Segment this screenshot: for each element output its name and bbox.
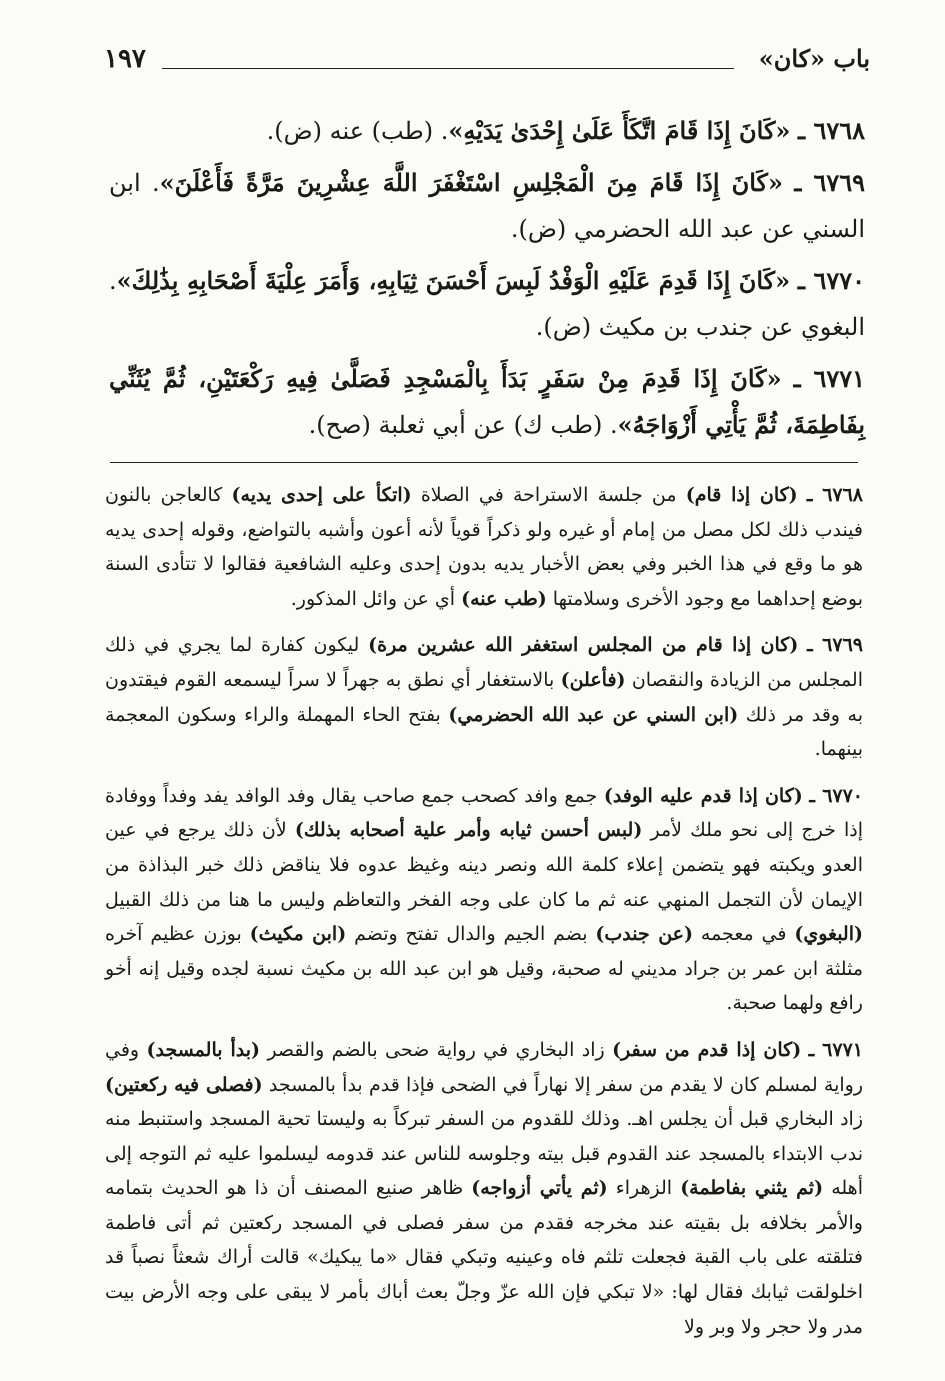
hadith-source: . (طب ك) عن أبي ثعلبة (صح). — [308, 411, 618, 439]
commentary-text: أي عن وائل المذكور. — [290, 587, 462, 610]
commentary-text: في معجمه — [693, 923, 795, 946]
hadith-source: . ابن السني عن عبد الله الحضرمي (ض). — [109, 169, 865, 243]
commentary-quote: (ابن مكيث) — [249, 923, 347, 946]
hadith-text: «كَانَ إِذَا قَدِمَ عَلَيْهِ الْوَفْدُ لَبِسَ أَحْسَنَ ثِيَابِهِ، وَأَمَرَ عِلْيَةَ أَصْحَابِهِ بِذَٰلِكَ» — [116, 266, 791, 295]
hadith-section — [109, 108, 865, 454]
hadith-number: ٦٧٦٨ ـ — [798, 116, 865, 145]
commentary-text: من جلسة الاستراحة في الصلاة — [411, 484, 686, 506]
commentary-entry — [105, 779, 863, 1021]
commentary-text: بضم الجيم والدال تفتح وتضم — [346, 923, 596, 946]
commentary-number: ٦٧٧٠ ـ — [809, 784, 864, 807]
hadith-entry — [109, 108, 865, 154]
commentary-text: زاد البخاري في رواية ضحى بالضم والقصر — [260, 1038, 613, 1061]
commentary-text: ظاهر صنيع المصنف أن ذا هو الحديث بتمامه والأمر بخلافه بل بقيته عند مخرجه فقدم من سفر فصلى في المسجد ركعتين ثم أتى فاطمة فتلقته على باب القبة فجعلت تلثم فاه وعينيه وتبكي فقال «ما يبكيك» قالت أراك شعثاً نصباً قد اخلولقت ثيابك فقال لها: «لا تبكي فإن الله عزّ وجلّ بعث أباك بأمر لا يبقى على وجه الأرض بيت مدر ولا حجر ولا وبر ولا — [105, 1177, 863, 1338]
commentary-quote: (عن جندب) — [595, 923, 693, 946]
commentary-entry — [105, 628, 863, 766]
hadith-entry — [109, 160, 865, 252]
hadith-source: . البغوي عن جندب بن مكيث (ض). — [109, 267, 865, 341]
hadith-number: ٦٧٦٩ ـ — [794, 168, 866, 197]
hadith-text: «كَانَ إِذَا قَامَ اتَّكَأَ عَلَىٰ إِحْدَىٰ يَدَيْهِ» — [448, 116, 791, 145]
hadith-text: «كَانَ إِذَا قَامَ مِنَ الْمَجْلِسِ اسْتَغْفَرَ اللَّهَ عِشْرِينَ مَرَّةً فَأَعْلَنَ» — [159, 168, 783, 197]
commentary-text: لأن ذلك يرجع في عين العدو ويكبته فهو يتضمن إعلاء كلمة الله ونصر دينه وغيظ عدوه فلا يناقض ذلك خبر البذاذة من الإيمان لأن التجمل المنهي عنه ثم ما كان على وجه الفخر والتعاظم وليس ما هنا من ذلك القبيل — [105, 819, 863, 911]
commentary-quote: (لبس أحسن ثيابه وأمر علية أصحابه بذلك) — [294, 819, 643, 842]
commentary-text: زاد البخاري قبل أن يجلس اهـ. وذلك للقدوم من السفر تبركاً به وليستا تحية المسجد واستنبط منه ندب الابتداء بالمسجد عند القدوم قبل بيته وجلوسه للناس عند قدومه ليسلموا عليه ثم التوجه إلى أهله — [105, 1108, 863, 1200]
page-number: ١٩٧ — [104, 44, 146, 74]
commentary-quote: (فأعلن) — [560, 668, 626, 691]
commentary-entry — [105, 478, 863, 616]
commentary-quote: (طب عنه) — [461, 587, 547, 610]
commentary-number: ٦٧٦٩ ـ — [807, 634, 863, 657]
commentary-text: جمع وافد كصحب جمع صاحب يقال وفد الوافد يفد وفداً ووفادة إذا خرج إلى نحو ملك لأمر — [105, 784, 863, 842]
commentary-text: بوزن عظيم آخره مثلثة ابن عمر بن جراد مديني له صحبة، وقيل هو ابن عبد الله بن مكيث نسبة لجده وقيل إنه أخو رافع ولهما صحبة. — [105, 923, 863, 1015]
hadith-text: «كَانَ إِذَا قَدِمَ مِنْ سَفَرٍ بَدَأَ بِالْمَسْجِدِ فَصَلَّىٰ فِيهِ رَكْعَتَيْنِ، ثُمَّ يُثَنِّي بِفَاطِمَةَ، ثُمَّ يَأْتِي أَزْوَاجَهُ» — [109, 364, 865, 439]
commentary-section — [105, 478, 863, 1356]
chapter-title: باب «كان» — [758, 44, 870, 73]
commentary-text: بالاستغفار أي نطق به جهراً لا سراً ليسمعه القوم فيقتدون به وقد مر ذلك — [105, 668, 863, 726]
commentary-quote: (كان إذا قدم من سفر) — [612, 1038, 802, 1061]
commentary-text: بفتح الحاء المهملة والراء وسكون المعجمة بينهما. — [105, 703, 863, 761]
commentary-text: الزهراء — [607, 1177, 681, 1200]
commentary-quote: (اتكأ على إحدى يديه) — [231, 484, 412, 506]
commentary-number: ٦٧٧١ ـ — [808, 1038, 863, 1061]
section-divider — [110, 462, 858, 463]
hadith-entry — [109, 258, 865, 350]
commentary-quote: (كان إذا قدم عليه الوفد) — [603, 784, 803, 807]
commentary-text: ليكون كفارة لما يجري في ذلك المجلس من الزيادة والنقصان — [105, 634, 863, 691]
commentary-entry — [105, 1033, 863, 1344]
commentary-quote: (ثم يثني بفاطمة) — [680, 1177, 824, 1200]
commentary-quote: (كان إذا قام من المجلس استغفر الله عشرين مرة) — [368, 634, 799, 657]
commentary-number: ٦٧٦٨ ـ — [806, 484, 864, 506]
commentary-quote: (فصلى فيه ركعتين) — [105, 1073, 263, 1096]
commentary-quote: (بدأ بالمسجد) — [146, 1038, 261, 1061]
header-rule — [162, 68, 734, 69]
hadith-source: . (طب) عنه (ض). — [266, 117, 449, 145]
hadith-number: ٦٧٧٠ ـ — [797, 266, 866, 295]
commentary-quote: (ابن السني عن عبد الله الحضرمي) — [448, 703, 739, 726]
commentary-text: وفي رواية لمسلم كان لا يقدم من سفر إلا نهاراً في الضحى فإذا قدم بدأ بالمسجد — [105, 1038, 864, 1096]
hadith-number: ٦٧٧١ ـ — [793, 364, 865, 393]
commentary-quote: (كان إذا قام) — [685, 484, 798, 506]
hadith-entry — [109, 356, 865, 448]
page-header — [104, 44, 870, 84]
commentary-quote: (البغوي) — [794, 923, 863, 946]
commentary-text: كالعاجن بالنون فيندب ذلك لكل مصل من إمام أو غيره ولو ذكراً قوياً لأنه أعون وأشبه بالتواضع، وقوله إحدى يديه هو ما وقع في هذا الخبر وفي بعض الأخبار يديه بدون إحدى وعليه الشافعية فقالوا لا تتأدى السنة بوضع إحداهما مع وجود الأخرى وسلامتها — [105, 484, 863, 610]
commentary-quote: (ثم يأتي أزواجه) — [471, 1177, 608, 1200]
